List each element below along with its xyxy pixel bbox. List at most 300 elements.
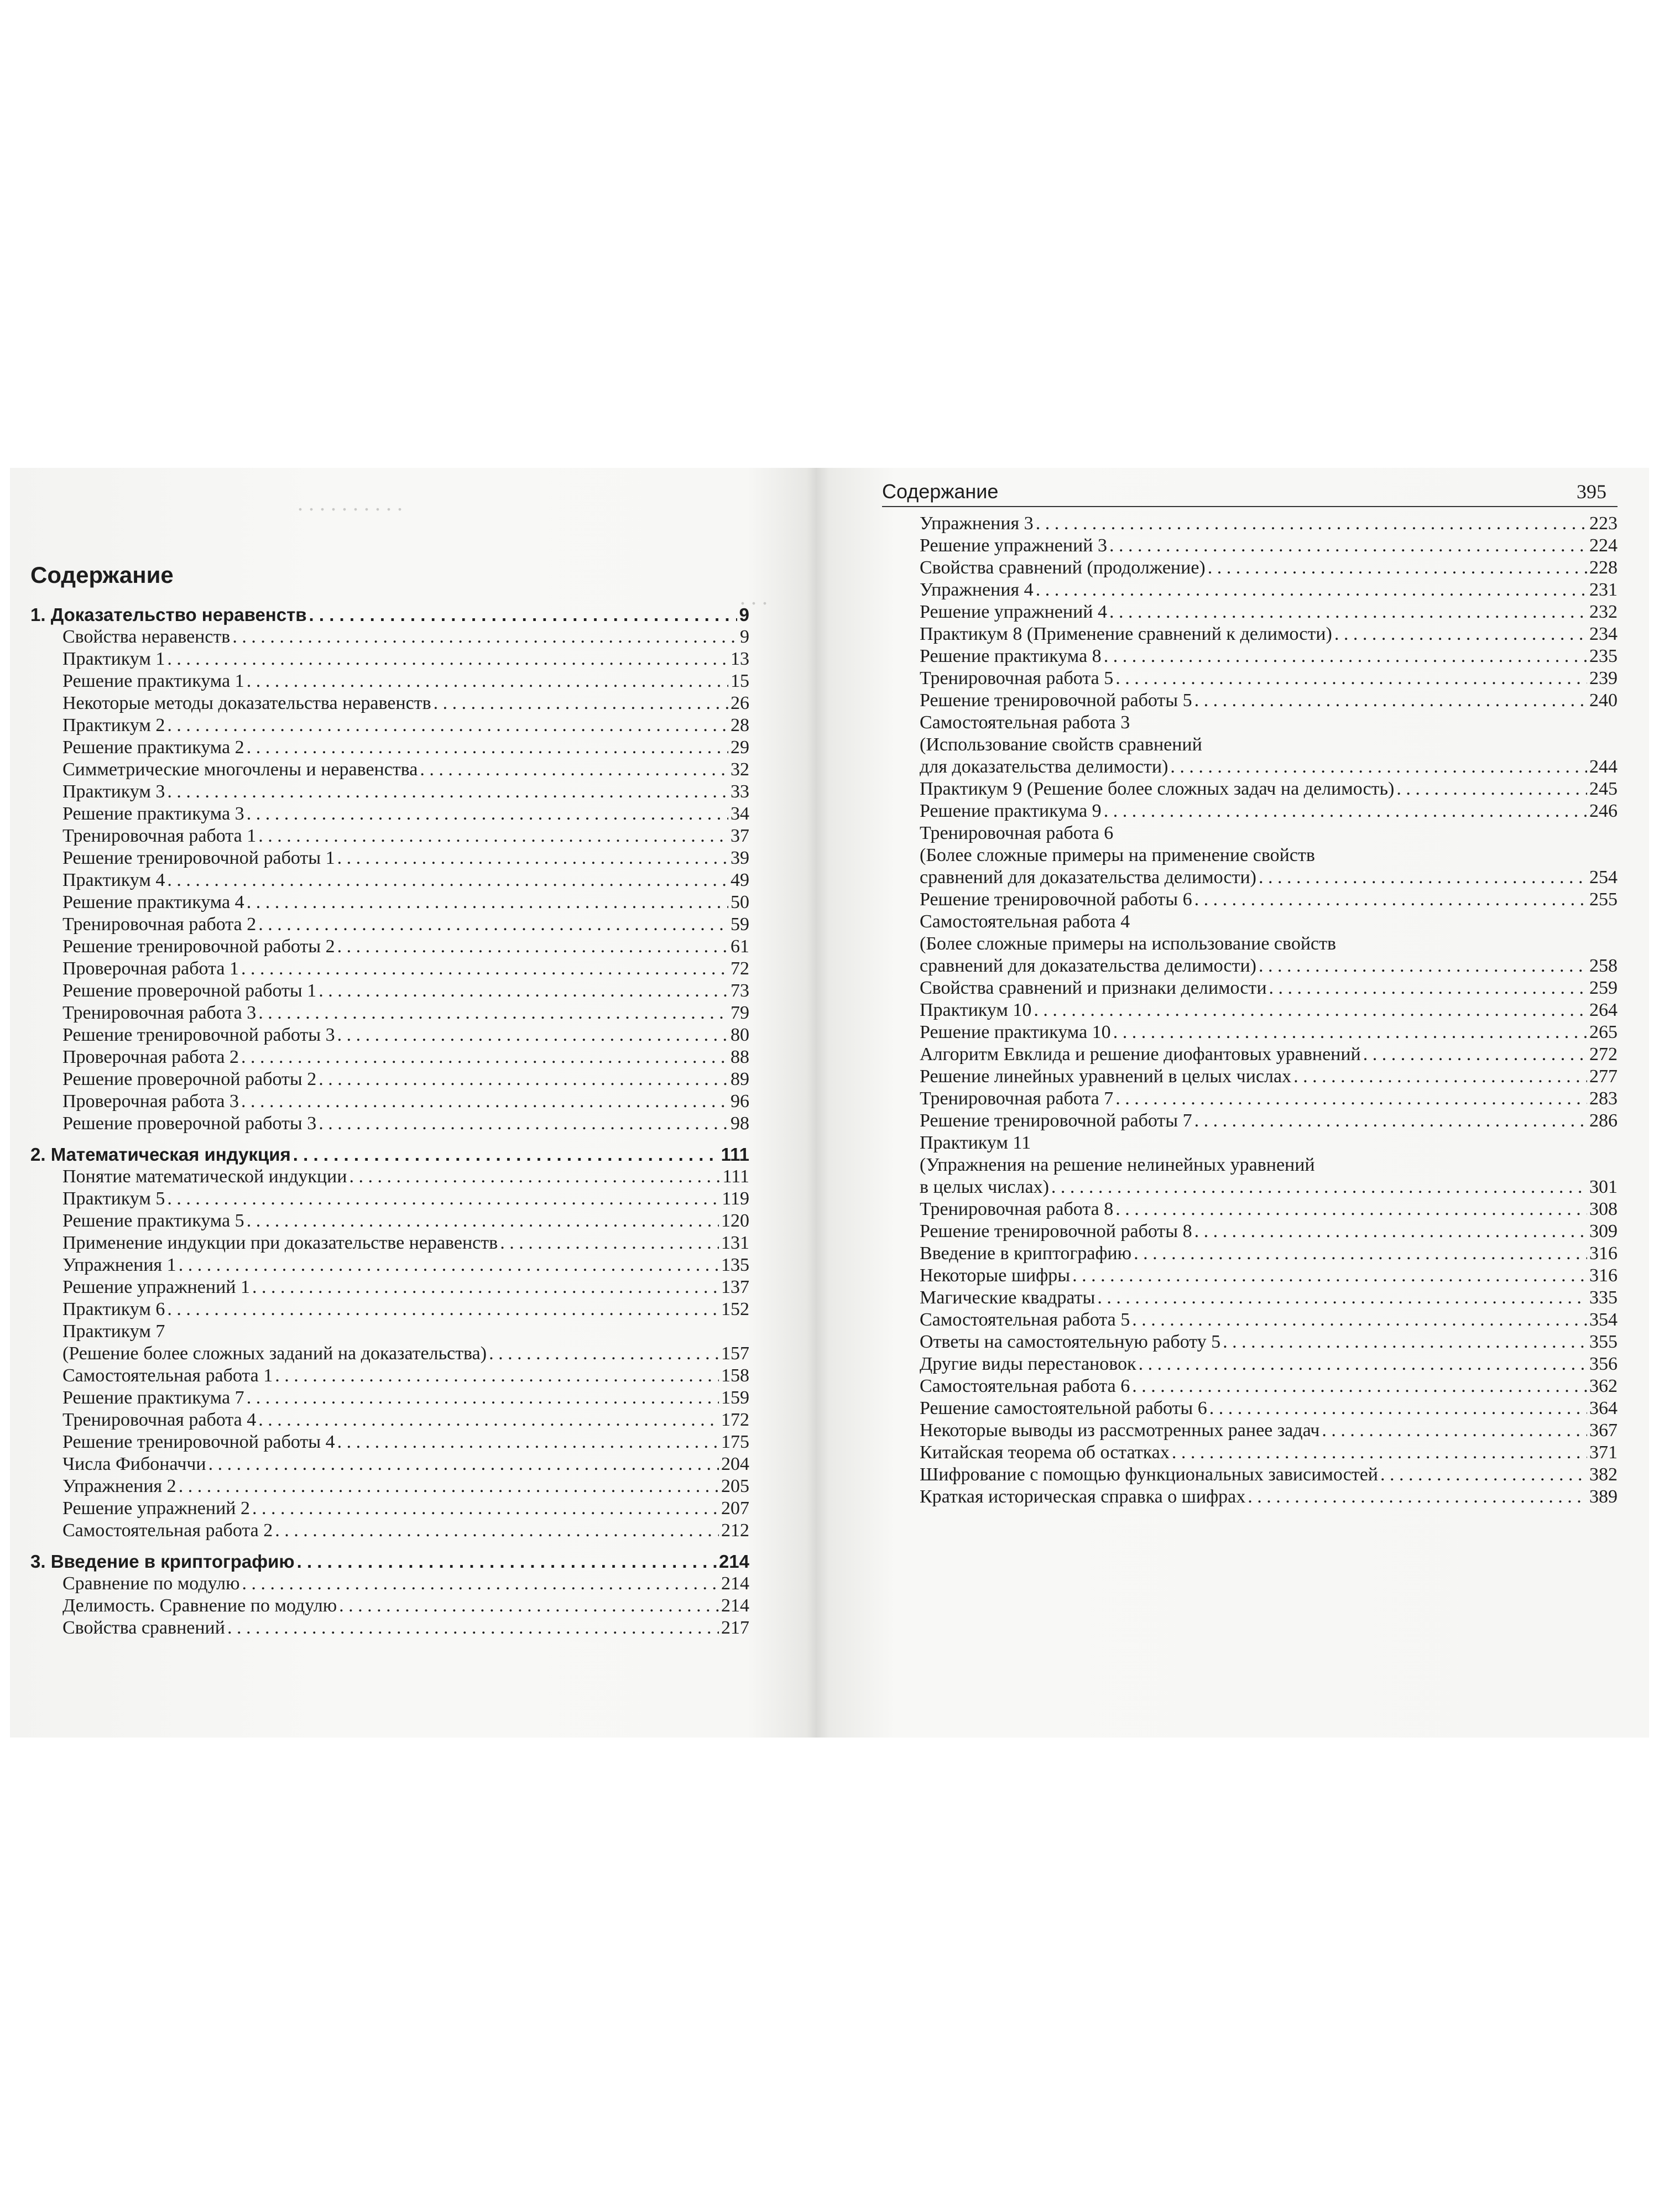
toc-page-number: 258	[1589, 956, 1618, 976]
toc-entry-title: 2. Математическая индукция	[30, 1144, 291, 1165]
toc-entry[interactable]	[30, 1520, 749, 1542]
toc-page-number: 79	[731, 1003, 749, 1023]
toc-dot-leader	[1051, 1176, 1587, 1198]
toc-page-number: 34	[731, 804, 749, 824]
toc-entry-title: Тренировочная работа 8	[920, 1199, 1114, 1219]
toc-page-number: 205	[721, 1476, 749, 1496]
toc-entry-title: Магические квадраты	[920, 1287, 1095, 1308]
toc-page-number: 9	[739, 604, 749, 625]
toc-entry-title: Проверочная работа 3	[62, 1091, 239, 1112]
toc-dot-leader	[1209, 1397, 1587, 1420]
toc-dot-leader	[1259, 955, 1587, 977]
toc-dot-leader	[337, 936, 728, 958]
toc-entry-title: Сравнение по модулю	[62, 1573, 240, 1594]
toc-entry-title: Практикум 6	[62, 1299, 165, 1319]
toc-dot-leader	[1259, 867, 1587, 889]
toc-entry[interactable]	[30, 1232, 749, 1254]
toc-entry-title: Решение практикума 8	[920, 646, 1102, 666]
toc-dot-leader	[1109, 535, 1587, 557]
toc-entry[interactable]	[882, 1066, 1618, 1088]
toc-page-number: 217	[721, 1618, 749, 1638]
toc-entry[interactable]	[30, 1024, 749, 1046]
toc-entry[interactable]	[882, 1353, 1618, 1375]
toc-list-right	[882, 513, 1618, 1508]
toc-page-number: 308	[1589, 1199, 1618, 1219]
toc-entry-title: сравнений для доказательства делимости)	[920, 956, 1256, 976]
toc-dot-leader	[434, 692, 728, 714]
left-page	[30, 559, 749, 1639]
toc-page-number: 264	[1589, 1000, 1618, 1020]
toc-entry[interactable]	[30, 1166, 749, 1188]
toc-entry[interactable]	[882, 645, 1618, 667]
toc-page-number: 50	[731, 892, 749, 912]
toc-entry[interactable]	[882, 800, 1618, 822]
toc-entry[interactable]	[882, 1464, 1618, 1486]
toc-dot-leader	[258, 1002, 728, 1024]
toc-entry-title: Практикум 10	[920, 1000, 1032, 1020]
toc-page-number: 355	[1589, 1332, 1618, 1352]
toc-entry[interactable]	[30, 803, 749, 825]
toc-page-number: 9	[740, 627, 749, 647]
toc-dot-leader	[319, 980, 728, 1002]
toc-entry[interactable]	[30, 1387, 749, 1409]
toc-entry[interactable]	[882, 1176, 1618, 1198]
toc-continuation-line: (Упражнения на решение нелинейных уравнений	[920, 1155, 1315, 1175]
toc-page-number: 259	[1589, 978, 1618, 998]
toc-page-number: 39	[731, 848, 749, 868]
toc-dot-leader	[1293, 1066, 1587, 1088]
toc-dot-leader	[1194, 690, 1587, 712]
toc-dot-leader	[1334, 623, 1587, 645]
toc-page-number: 207	[721, 1498, 749, 1519]
toc-dot-leader	[247, 1387, 719, 1409]
toc-page-number: 235	[1589, 646, 1618, 666]
toc-entry-title: Введение в криптографию	[920, 1243, 1132, 1264]
toc-page-number: 244	[1589, 757, 1618, 777]
toc-entry-title: Краткая историческая справка о шифрах	[920, 1486, 1246, 1507]
toc-page-number: 88	[731, 1047, 749, 1067]
toc-dot-leader	[319, 1068, 728, 1091]
toc-entry[interactable]	[882, 623, 1618, 645]
toc-continuation-line: Самостоятельная работа 3	[920, 712, 1130, 733]
toc-dot-leader	[297, 1551, 717, 1573]
toc-page-number: 13	[731, 649, 749, 669]
toc-entry[interactable]	[30, 1210, 749, 1232]
toc-page-number: 72	[731, 958, 749, 979]
toc-chapter-entry[interactable]	[30, 1144, 749, 1166]
toc-entry[interactable]	[30, 1573, 749, 1595]
toc-dot-leader	[1109, 601, 1587, 623]
toc-page-number: 286	[1589, 1110, 1618, 1131]
toc-entry[interactable]	[882, 1265, 1618, 1287]
toc-entry-title: Проверочная работа 2	[62, 1047, 239, 1067]
toc-page-number: 119	[722, 1188, 749, 1209]
toc-page-number: 15	[731, 671, 749, 691]
toc-page-number: 157	[721, 1343, 749, 1364]
toc-entry[interactable]	[30, 626, 749, 648]
toc-dot-leader	[1104, 645, 1587, 667]
toc-page-number: 212	[721, 1520, 749, 1541]
toc-entry-title: Решение проверочной работы 3	[62, 1113, 317, 1134]
toc-dot-leader	[258, 1409, 719, 1431]
toc-entry-title: Решение практикума 2	[62, 737, 244, 758]
toc-page-number: 356	[1589, 1354, 1618, 1374]
toc-entry-title: Решение упражнений 2	[62, 1498, 250, 1519]
toc-entry-title: 3. Введение в криптографию	[30, 1551, 295, 1572]
toc-entry[interactable]	[882, 1287, 1618, 1309]
toc-entry-title: Решение линейных уравнений в целых числах	[920, 1066, 1292, 1087]
toc-entry-title: Решение практикума 9	[920, 801, 1102, 821]
toc-chapter-entry[interactable]	[30, 1551, 749, 1573]
toc-dot-leader	[227, 1617, 719, 1639]
toc-entry[interactable]	[882, 867, 1618, 889]
toc-dot-leader	[167, 648, 728, 670]
toc-dot-leader	[1269, 977, 1587, 999]
toc-chapter-entry[interactable]	[30, 604, 749, 626]
toc-dot-leader	[1115, 667, 1587, 690]
running-head-title: Содержание	[882, 480, 999, 503]
toc-dot-leader	[179, 1475, 719, 1498]
toc-page-number: 362	[1589, 1376, 1618, 1396]
toc-entry[interactable]	[882, 1486, 1618, 1508]
toc-entry-title: Самостоятельная работа 1	[62, 1365, 273, 1386]
toc-entry[interactable]	[30, 1068, 749, 1091]
toc-entry-title: Упражнения 4	[920, 580, 1034, 600]
toc-entry[interactable]	[882, 1198, 1618, 1220]
toc-entry-title: Китайская теорема об остатках	[920, 1442, 1170, 1463]
running-head	[882, 477, 1618, 507]
toc-page-number: 111	[721, 1144, 749, 1165]
toc-entry-title: Практикум 2	[62, 715, 165, 735]
toc-entry-title: Решение практикума 7	[62, 1387, 244, 1408]
toc-entry[interactable]	[30, 1409, 749, 1431]
toc-page-number: 28	[731, 715, 749, 735]
toc-dot-leader	[1132, 1309, 1587, 1331]
toc-entry[interactable]	[30, 1431, 749, 1453]
toc-page-number: 371	[1589, 1442, 1618, 1463]
toc-page-number: 364	[1589, 1398, 1618, 1418]
toc-entry-title: Свойства неравенств	[62, 627, 231, 647]
toc-dot-leader	[275, 1520, 719, 1542]
toc-entry[interactable]	[882, 601, 1618, 623]
toc-entry-title: Решение проверочной работы 2	[62, 1069, 317, 1089]
toc-page-number: 214	[721, 1595, 749, 1616]
toc-entry[interactable]	[30, 980, 749, 1002]
page-number: 395	[1577, 481, 1606, 503]
toc-dot-leader	[247, 670, 728, 692]
toc-entry[interactable]	[30, 958, 749, 980]
toc-continuation-line: Практикум 11	[920, 1133, 1031, 1153]
toc-entry-title: сравнений для доказательства делимости)	[920, 867, 1256, 888]
toc-dot-leader	[247, 1210, 719, 1232]
toc-dot-leader	[337, 1024, 728, 1046]
toc-page-number: 73	[731, 980, 749, 1001]
toc-entry[interactable]	[30, 847, 749, 869]
toc-dot-leader	[275, 1365, 719, 1387]
toc-continuation-line: Практикум 7	[62, 1321, 165, 1342]
toc-entry[interactable]	[30, 1475, 749, 1498]
toc-entry[interactable]	[882, 1088, 1618, 1110]
toc-dot-leader	[258, 914, 728, 936]
toc-entry-title: Практикум 8 (Применение сравнений к делимости)	[920, 624, 1332, 644]
toc-entry[interactable]	[882, 1110, 1618, 1132]
toc-entry[interactable]	[882, 1220, 1618, 1243]
toc-entry-title: для доказательства делимости)	[920, 757, 1168, 777]
toc-page-number: 245	[1589, 779, 1618, 799]
toc-page-number: 234	[1589, 624, 1618, 644]
toc-page-number: 223	[1589, 513, 1618, 534]
toc-entry[interactable]	[30, 1002, 749, 1024]
toc-dot-leader	[1396, 778, 1587, 800]
toc-entry-title: в целых числах)	[920, 1177, 1049, 1197]
right-page	[882, 477, 1618, 1508]
toc-entry[interactable]	[882, 778, 1618, 800]
toc-entry[interactable]	[30, 1595, 749, 1617]
toc-dot-leader	[247, 737, 728, 759]
toc-entry[interactable]	[882, 1420, 1618, 1442]
toc-entry-title: Применение индукции при доказательстве неравенств	[62, 1233, 498, 1253]
toc-dot-leader	[241, 1046, 728, 1068]
toc-entry[interactable]	[882, 1375, 1618, 1397]
toc-entry-title: Тренировочная работа 5	[920, 668, 1114, 688]
toc-dot-leader	[167, 714, 728, 737]
toc-dot-leader	[208, 1453, 719, 1475]
toc-dot-leader	[167, 1298, 719, 1321]
toc-dot-leader	[1208, 557, 1587, 579]
toc-entry-title: Тренировочная работа 1	[62, 826, 257, 846]
toc-dot-leader	[247, 803, 728, 825]
toc-entry[interactable]	[882, 535, 1618, 557]
toc-entry[interactable]	[882, 1331, 1618, 1353]
toc-entry-title: Свойства сравнений и признаки делимости	[920, 978, 1267, 998]
toc-page-number: 246	[1589, 801, 1618, 821]
toc-entry[interactable]	[882, 1309, 1618, 1331]
toc-entry-title: Практикум 5	[62, 1188, 165, 1209]
toc-page-number: 59	[731, 914, 749, 935]
toc-entry[interactable]	[30, 869, 749, 891]
toc-dot-leader	[337, 847, 728, 869]
toc-entry[interactable]	[30, 891, 749, 914]
toc-entry[interactable]	[30, 1298, 749, 1321]
toc-dot-leader	[1170, 756, 1587, 778]
toc-page-number: 272	[1589, 1044, 1618, 1065]
toc-entry-title: Алгоритм Евклида и решение диофантовых уравнений	[920, 1044, 1361, 1065]
toc-page-number: 255	[1589, 889, 1618, 910]
toc-entry-title: Числа Фибоначчи	[62, 1454, 206, 1474]
toc-dot-leader	[167, 781, 728, 803]
toc-page-number: 204	[721, 1454, 749, 1474]
toc-entry[interactable]	[30, 936, 749, 958]
toc-entry[interactable]	[30, 1276, 749, 1298]
toc-dot-leader	[1322, 1420, 1587, 1442]
toc-entry[interactable]	[30, 1046, 749, 1068]
toc-entry[interactable]	[882, 889, 1618, 911]
toc-entry-title: 1. Доказательство неравенств	[30, 604, 307, 625]
toc-entry[interactable]	[882, 579, 1618, 601]
toc-page-number: 239	[1589, 668, 1618, 688]
toc-page-number: 120	[721, 1211, 749, 1231]
toc-dot-leader	[1034, 999, 1587, 1021]
toc-entry-title: Решение упражнений 1	[62, 1277, 250, 1297]
toc-entry-title: Решение тренировочной работы 5	[920, 690, 1192, 711]
toc-entry-title: Упражнения 1	[62, 1255, 176, 1275]
toc-entry-title: Решение самостоятельной работы 6	[920, 1398, 1207, 1418]
toc-page-number: 159	[721, 1387, 749, 1408]
toc-dot-leader	[1194, 889, 1587, 911]
toc-entry[interactable]	[30, 1343, 749, 1365]
toc-dot-leader	[420, 759, 728, 781]
toc-page-number: 158	[721, 1365, 749, 1386]
toc-entry-title: Решение тренировочной работы 4	[62, 1432, 335, 1452]
toc-continuation-line: (Использование свойств сравнений	[920, 734, 1202, 755]
toc-page-number: 111	[722, 1166, 749, 1187]
toc-page-number: 98	[731, 1113, 749, 1134]
toc-entry[interactable]	[882, 690, 1618, 712]
toc-dot-leader	[1097, 1287, 1587, 1309]
toc-page-number: 61	[731, 936, 749, 957]
toc-dot-leader	[1036, 579, 1587, 601]
toc-entry[interactable]	[882, 756, 1618, 778]
toc-entry[interactable]	[30, 825, 749, 847]
toc-page-number: 80	[731, 1025, 749, 1045]
toc-entry-title: (Решение более сложных заданий на доказательства)	[62, 1343, 487, 1364]
toc-page-number: 389	[1589, 1486, 1618, 1507]
toc-dot-leader	[1139, 1353, 1587, 1375]
toc-entry[interactable]	[882, 1044, 1618, 1066]
toc-dot-leader	[1194, 1110, 1587, 1132]
toc-dot-leader	[293, 1144, 719, 1166]
toc-entry-title: Решение практикума 10	[920, 1022, 1111, 1042]
toc-dot-leader	[232, 626, 738, 648]
toc-entry-title: Практикум 3	[62, 781, 165, 802]
toc-entry-title: Решение практикума 1	[62, 671, 244, 691]
toc-entry-title: Самостоятельная работа 5	[920, 1310, 1130, 1330]
toc-dot-leader	[241, 1091, 728, 1113]
toc-entry-title: Тренировочная работа 4	[62, 1410, 257, 1430]
toc-dot-leader	[252, 1276, 719, 1298]
toc-dot-leader	[337, 1431, 719, 1453]
toc-entry-title: Упражнения 2	[62, 1476, 176, 1496]
toc-entry[interactable]	[882, 955, 1618, 977]
bleed-through-text: . . .	[740, 585, 768, 609]
toc-entry[interactable]	[30, 670, 749, 692]
toc-dot-leader	[1223, 1331, 1587, 1353]
toc-page-number: 367	[1589, 1420, 1618, 1441]
toc-entry[interactable]	[882, 977, 1618, 999]
toc-page-number: 214	[721, 1573, 749, 1594]
toc-entry[interactable]	[30, 1617, 749, 1639]
toc-page-number: 228	[1589, 557, 1618, 578]
toc-entry[interactable]	[882, 1397, 1618, 1420]
toc-page-number: 214	[718, 1551, 749, 1572]
toc-page-number: 277	[1589, 1066, 1618, 1087]
toc-continuation-line: Самостоятельная работа 4	[920, 911, 1130, 932]
toc-page-number: 137	[721, 1277, 749, 1297]
page-title: Содержание	[30, 562, 174, 588]
toc-entry-title: Решение практикума 4	[62, 892, 244, 912]
toc-entry[interactable]	[30, 1188, 749, 1210]
toc-entry[interactable]	[30, 1498, 749, 1520]
toc-dot-leader	[349, 1166, 720, 1188]
toc-entry-title: Решение практикума 5	[62, 1211, 244, 1231]
toc-page-number: 224	[1589, 535, 1618, 556]
toc-entry[interactable]	[882, 999, 1618, 1021]
toc-entry[interactable]	[882, 1021, 1618, 1044]
toc-entry[interactable]	[30, 1365, 749, 1387]
toc-entry-title: Самостоятельная работа 2	[62, 1520, 273, 1541]
toc-entry[interactable]	[882, 1442, 1618, 1464]
toc-entry[interactable]	[30, 714, 749, 737]
toc-page-number: 382	[1589, 1464, 1618, 1485]
toc-entry-title: Проверочная работа 1	[62, 958, 239, 979]
toc-entry-title: Решение практикума 3	[62, 804, 244, 824]
toc-dot-leader	[319, 1113, 728, 1135]
toc-entry[interactable]	[882, 667, 1618, 690]
toc-page-number: 335	[1589, 1287, 1618, 1308]
toc-page-number: 354	[1589, 1310, 1618, 1330]
bleed-through-text: . . . . . . . . . .	[298, 491, 403, 515]
toc-entry-title: Решение упражнений 4	[920, 602, 1107, 622]
toc-page-number: 32	[731, 759, 749, 780]
toc-page-number: 175	[721, 1432, 749, 1452]
toc-entry-title: Некоторые шифры	[920, 1265, 1071, 1286]
toc-dot-leader	[258, 825, 728, 847]
toc-entry-title: Другие виды перестановок	[920, 1354, 1136, 1374]
toc-dot-leader	[252, 1498, 719, 1520]
toc-entry-title: Делимость. Сравнение по модулю	[62, 1595, 337, 1616]
toc-entry[interactable]	[30, 1453, 749, 1475]
toc-page-number: 316	[1589, 1243, 1618, 1264]
toc-entry[interactable]	[30, 692, 749, 714]
toc-entry[interactable]	[30, 1091, 749, 1113]
toc-dot-leader	[241, 958, 728, 980]
toc-entry[interactable]	[30, 648, 749, 670]
toc-entry[interactable]	[882, 1243, 1618, 1265]
toc-entry[interactable]	[882, 557, 1618, 579]
toc-page-number: 240	[1589, 690, 1618, 711]
toc-entry[interactable]	[30, 1254, 749, 1276]
toc-entry-title: Самостоятельная работа 6	[920, 1376, 1130, 1396]
toc-page-number: 172	[721, 1410, 749, 1430]
toc-page-number: 301	[1589, 1177, 1618, 1197]
toc-entry[interactable]	[30, 1113, 749, 1135]
toc-page-number: 131	[721, 1233, 749, 1253]
toc-entry-title: Решение тренировочной работы 8	[920, 1221, 1192, 1241]
toc-dot-leader	[179, 1254, 719, 1276]
toc-page-number: 96	[731, 1091, 749, 1112]
toc-page-number: 37	[731, 826, 749, 846]
toc-page-number: 265	[1589, 1022, 1618, 1042]
toc-dot-leader	[309, 604, 737, 626]
toc-dot-leader	[242, 1573, 719, 1595]
toc-dot-leader	[1380, 1464, 1587, 1486]
toc-page-number: 135	[721, 1255, 749, 1275]
toc-entry[interactable]	[30, 759, 749, 781]
toc-entry-title: Практикум 4	[62, 870, 165, 890]
toc-entry[interactable]	[30, 737, 749, 759]
toc-dot-leader	[500, 1232, 719, 1254]
toc-dot-leader	[167, 869, 728, 891]
toc-entry[interactable]	[30, 914, 749, 936]
toc-page-number: 231	[1589, 580, 1618, 600]
toc-entry-title: Тренировочная работа 2	[62, 914, 257, 935]
toc-page-number: 316	[1589, 1265, 1618, 1286]
toc-entry[interactable]	[882, 513, 1618, 535]
toc-page-number: 29	[731, 737, 749, 758]
toc-entry[interactable]	[30, 781, 749, 803]
toc-dot-leader	[167, 1188, 719, 1210]
toc-entry-title: Решение тренировочной работы 3	[62, 1025, 335, 1045]
